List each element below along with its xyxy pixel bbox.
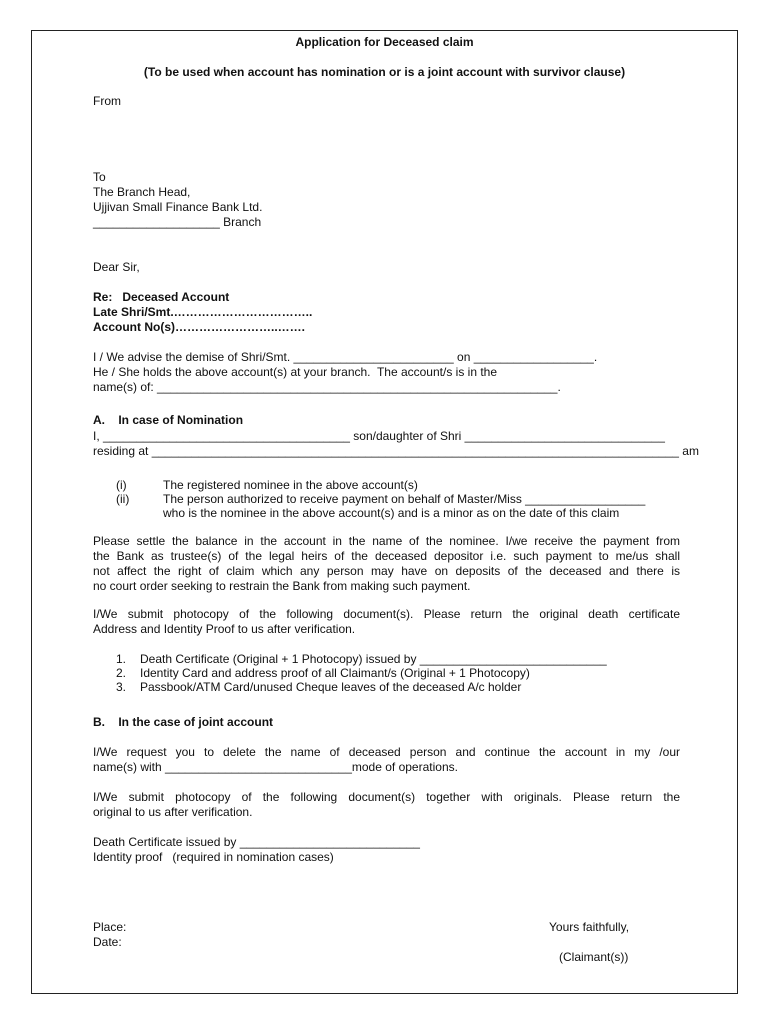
doc-text: Identity Card and address proof of all Claimant/s (Original + 1 Photocopy) [140,666,530,680]
item-num: (i) [116,478,127,492]
item-text: The person authorized to receive payment on behalf of Master/Miss __________________ [163,492,646,506]
joint-submit-line: original to us after verification. [93,805,253,819]
joint-para-line: I/We request you to delete the name of deceased person and continue the account in my /our [93,745,680,759]
settle-para-line: the Bank as trustee(s) of the legal heirs of the deceased depositor i.e. such payment to me/us shall [93,549,680,563]
section-a-heading: A. In case of Nomination [93,413,244,427]
death-certificate-line: Death Certificate issued by ___________________________ [93,835,420,849]
re-line-1: Re: Deceased Account [93,290,230,304]
address-line-2: Ujjivan Small Finance Bank Ltd. [93,200,263,214]
item-num: (ii) [116,492,130,506]
submit-para-line: I/We submit photocopy of the following document(s). Please return the original death certificate [93,607,680,621]
from-label: From [93,94,121,108]
doc-num: 1. [116,652,127,666]
demise-line-3: name(s) of: ____________________________________________________________. [93,380,561,394]
claimant-signature-label: (Claimant(s)) [559,950,629,964]
address-branch: ___________________ Branch [93,215,262,229]
residing-line: residing at _______________________________________________________________________________ am [93,444,699,458]
form-subtitle: (To be used when account has nomination or is a joint account with survivor clause) [143,65,626,79]
settle-para-line: not affect the right of claim which any person may have on deposits of the deceased and there is [93,564,680,578]
yours-faithfully: Yours faithfully, [549,920,630,934]
joint-para-line: name(s) with ____________________________mode of operations. [93,760,458,774]
form-title: Application for Deceased claim [295,35,474,49]
doc-num: 3. [116,680,127,694]
re-late-name: Late Shri/Smt.…………………………….. [93,305,313,319]
joint-submit-line: I/We submit photocopy of the following document(s) together with originals. Please return the [93,790,680,804]
settle-para-line: no court order seeking to restrain the Bank from making such payment. [93,579,471,593]
re-account-no: Account No(s)……………………..……. [93,320,305,334]
address-line-1: The Branch Head, [93,185,191,199]
item-text: who is the nominee in the above account(s) and is a minor as on the date of this claim [163,506,620,520]
salutation: Dear Sir, [93,260,140,274]
identity-proof-line: Identity proof (required in nomination cases) [93,850,334,864]
doc-num: 2. [116,666,127,680]
date-label: Date: [93,935,122,949]
submit-para-line: Address and Identity Proof to us after verification. [93,622,356,636]
place-label: Place: [93,920,127,934]
nominee-name-line: I, _____________________________________ son/daughter of Shri ______________________________ [93,429,665,443]
to-label: To [93,170,106,184]
doc-text: Passbook/ATM Card/unused Cheque leaves of the deceased A/c holder [140,680,522,694]
doc-text: Death Certificate (Original + 1 Photocopy) issued by ____________________________ [140,652,607,666]
settle-para-line: Please settle the balance in the account in the name of the nominee. I/we receive the payment from [93,534,680,548]
demise-line-1: I / We advise the demise of Shri/Smt. ________________________ on __________________. [93,350,598,364]
section-b-heading: B. In the case of joint account [93,715,274,729]
item-text: The registered nominee in the above account(s) [163,478,418,492]
demise-line-2: He / She holds the above account(s) at your branch. The account/s is in the [93,365,498,379]
